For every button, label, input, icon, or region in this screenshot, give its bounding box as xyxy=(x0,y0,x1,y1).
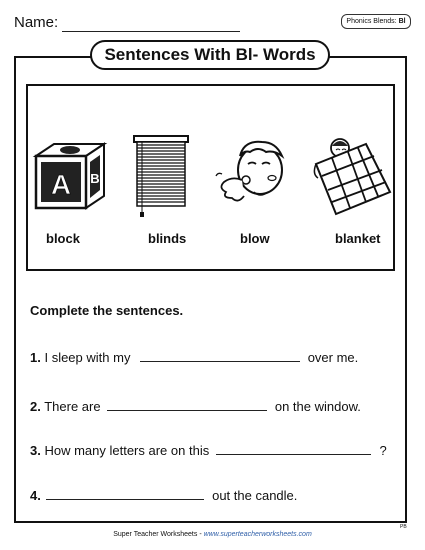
sentence-text: ? xyxy=(379,443,387,458)
window-blinds-icon xyxy=(132,134,190,218)
worksheet-code: PB xyxy=(400,524,407,530)
page-title: Sentences With Bl- Words xyxy=(90,40,330,70)
sentence-number: 2. xyxy=(30,399,41,414)
alphabet-block-icon xyxy=(30,138,112,212)
sentence-3 xyxy=(30,442,387,458)
sentence-4 xyxy=(30,487,297,503)
footer-brand: Super Teacher Worksheets xyxy=(113,531,198,538)
word-block: block xyxy=(46,231,80,246)
sentence-number: 1. xyxy=(30,350,41,365)
answer-blank[interactable] xyxy=(107,398,267,411)
sentence-number: 3. xyxy=(30,443,41,458)
instruction: Complete the sentences. xyxy=(30,303,184,318)
answer-blank[interactable] xyxy=(46,487,204,500)
answer-blank[interactable] xyxy=(216,442,371,455)
sentence-text: There are xyxy=(44,399,101,414)
name-line[interactable] xyxy=(62,31,240,32)
word-blow: blow xyxy=(240,231,270,246)
sentence-text: I sleep with my xyxy=(44,350,131,365)
svg-text:B: B xyxy=(90,171,100,186)
sentence-text: out the candle. xyxy=(212,488,298,503)
sentence-text: over me. xyxy=(307,350,359,365)
sentence-2 xyxy=(30,398,361,414)
sentence-text: on the window. xyxy=(274,399,361,414)
answer-blank[interactable] xyxy=(140,349,300,362)
boy-blowing-icon xyxy=(214,134,294,214)
footer-url[interactable]: www.superteacherworksheets.com xyxy=(203,531,312,538)
sentence-text: How many letters are on this xyxy=(44,443,210,458)
word-blinds: blinds xyxy=(148,231,187,246)
sentence-1 xyxy=(30,349,358,365)
blanket-icon xyxy=(302,134,394,218)
footer xyxy=(0,531,425,538)
sentence-number: 4. xyxy=(30,488,41,503)
name-label: Name: xyxy=(14,14,59,31)
footer-separator: - xyxy=(197,531,204,538)
svg-text:A: A xyxy=(50,169,72,200)
tag-text: Phonics Blends: xyxy=(346,18,397,25)
tag-bold: Bl xyxy=(398,18,406,25)
word-blanket: blanket xyxy=(335,231,381,246)
phonics-tag xyxy=(341,14,411,29)
